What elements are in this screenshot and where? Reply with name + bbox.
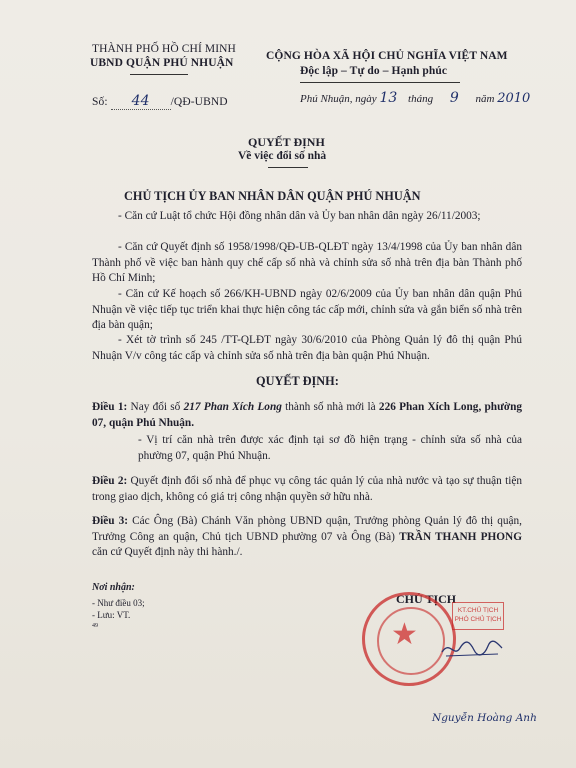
article-1 <box>92 400 522 431</box>
header-left-city: THÀNH PHỐ HỒ CHÍ MINH <box>92 43 236 55</box>
decision-subtitle: Về việc đổi số nhà <box>238 150 327 162</box>
date-month: 9 <box>449 90 459 106</box>
so-label: Số: <box>92 96 108 108</box>
basis-3: - Căn cứ Kế hoạch số 266/KH-UBND ngày 02/6/2009 của Ủy ban nhân dân quận Phú Nhuận về việc tiếp tục triển khai thực hiện công tác cấp mới, chỉnh sửa và gắn biển số nhà trên địa bàn quận; <box>92 288 522 331</box>
signatory-name: Nguyễn Hoàng Anh <box>432 712 537 724</box>
signatory-stamp: KT.CHỦ TỊCH PHÓ CHỦ TỊCH <box>452 602 504 630</box>
date-year-label: năm <box>475 93 495 105</box>
article-1-note: - Vị trí căn nhà trên được xác định tại sơ đồ hiện trạng - chỉnh sửa số nhà của phường 07, quận Phú Nhuận. <box>138 434 522 462</box>
article-3-text-1: Các Ông (Bà) Chánh Văn phòng UBND quận, Trưởng phòng Quản lý đô thị quận, Trưởng Công an quận, Chủ tịch UBND phường 07 và Ông (Bà) <box>92 515 522 543</box>
place-date-prefix: Phú Nhuận, ngày <box>300 93 377 105</box>
article-1-text-1: Nay đổi số <box>130 401 181 413</box>
decision-title: QUYẾT ĐỊNH <box>248 135 325 149</box>
article-3 <box>92 514 522 561</box>
basis-4: - Xét tờ trình số 245 /TT-QLĐT ngày 30/6/2010 của Phòng Quản lý đô thị quận Phú Nhuận V/v công tác cấp và chỉnh sửa số nhà trên địa bàn quận Phú Nhuận. <box>92 334 522 362</box>
article-3-label: Điều 3: <box>92 515 129 527</box>
header-left-district: UBND QUẬN PHÚ NHUẬN <box>90 57 234 69</box>
header-right-rule <box>300 82 460 83</box>
so-value: 44 <box>131 93 150 109</box>
article-1-old-address: 217 Phan Xích Long <box>183 401 282 413</box>
article-3-text-2: căn cứ Quyết định này thi hành./. <box>92 546 243 558</box>
signature-title: CHỦ TỊCH <box>396 592 457 606</box>
place-date <box>300 90 530 106</box>
basis-2: - Căn cứ Quyết định số 1958/1998/QĐ-UB-QLĐT ngày 13/4/1998 của Ủy ban nhân dân Thành phố về việc ban hành quy chế cấp số nhà và chỉnh sửa số nhà trên địa bàn Thành phố Hồ Chí Minh; <box>92 241 522 284</box>
decision-heading: QUYẾT ĐỊNH: <box>256 374 339 388</box>
header-right-country: CỘNG HÒA XÃ HỘI CHỦ NGHĨA VIỆT NAM <box>266 50 508 62</box>
handwritten-signature <box>440 636 504 662</box>
so-suffix: /QĐ-UBND <box>170 96 228 108</box>
article-1-label: Điều 1: <box>92 401 128 413</box>
recipients-item-1: - Như điều 03; <box>92 598 145 608</box>
seal-star-icon: ★ <box>391 617 418 652</box>
authority-heading: CHỦ TỊCH ỦY BAN NHÂN DÂN QUẬN PHÚ NHUẬN <box>124 189 421 203</box>
title-rule <box>268 167 308 168</box>
recipients-label: Nơi nhận: <box>92 582 135 593</box>
date-month-label: tháng <box>408 93 434 105</box>
date-day: 13 <box>379 90 398 106</box>
article-2-text: Quyết định đổi số nhà để phục vụ công tác quản lý của nhà nước và tạo sự thuận tiện trong giao dịch, không có giá trị công nhận quyền sở hữu nhà. <box>92 475 523 503</box>
header-right-motto: Độc lập – Tự do – Hạnh phúc <box>300 65 448 77</box>
basis-1: - Căn cứ Luật tổ chức Hội đồng nhân dân và Ủy ban nhân dân ngày 26/11/2003; <box>118 210 481 222</box>
header-left-rule <box>130 74 188 75</box>
article-1-text-2: thành số nhà mới là <box>285 401 376 413</box>
recipients-item-2: - Lưu: VT. <box>92 610 131 620</box>
article-3-name: TRẦN THANH PHONG <box>399 530 522 543</box>
date-year: 2010 <box>497 91 531 106</box>
recipients-note: 49 <box>92 623 98 629</box>
article-2 <box>92 474 522 505</box>
article-1-new-address: 226 Phan Xích Long, phường 07, quận Phú Nhuận. <box>92 401 523 429</box>
decision-number <box>92 93 228 110</box>
article-2-label: Điều 2: <box>92 475 128 487</box>
